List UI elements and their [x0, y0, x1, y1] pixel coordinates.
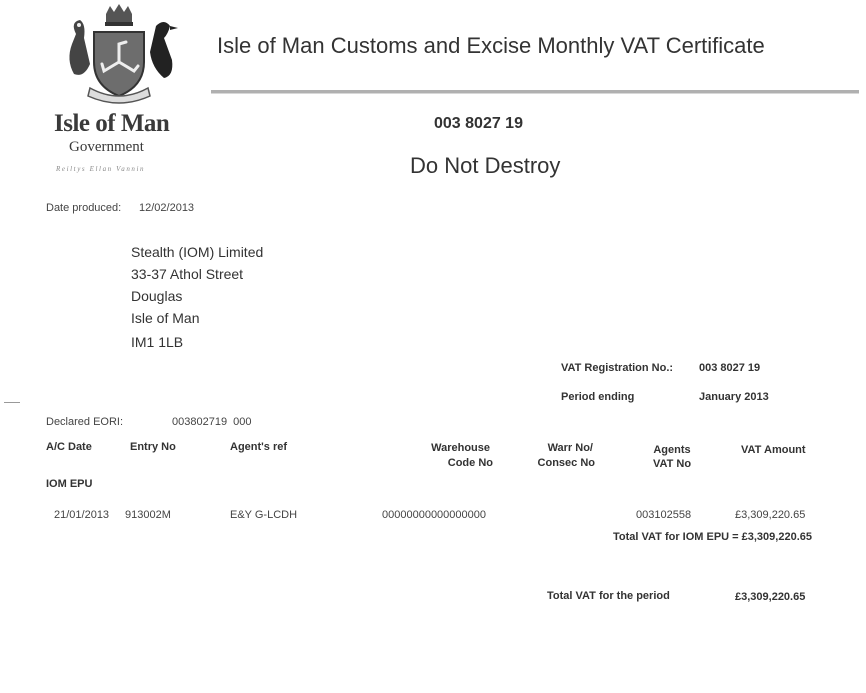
row-vat-amount: £3,309,220.65: [735, 509, 806, 521]
address-line-postcode: IM1 1LB: [131, 334, 184, 350]
row-agents-vat-no: 003102558: [636, 509, 692, 521]
address-line-region: Isle of Man: [131, 310, 200, 326]
column-header-entry-no: Entry No: [130, 441, 176, 453]
page-title: Isle of Man Customs and Excise Monthly VAT Certificate: [217, 33, 765, 58]
address-line-company: Stealth (IOM) Limited: [131, 244, 264, 260]
column-header-warr-no: Warr No/: [547, 442, 593, 454]
address-line-street: 33-37 Athol Street: [131, 266, 244, 282]
group-total: Total VAT for IOM EPU = £3,309,220.65: [613, 531, 812, 543]
brand-name: Isle of Man: [54, 110, 170, 137]
do-not-destroy-notice: Do Not Destroy: [410, 153, 561, 178]
row-agents-ref: E&Y G-LCDH: [230, 509, 298, 521]
coat-of-arms-logo: [56, 4, 182, 108]
row-warehouse-code: 00000000000000000: [382, 509, 487, 521]
row-entry-no: 913002M: [125, 509, 171, 521]
column-header-agents-ref: Agent's ref: [230, 441, 288, 453]
declared-eori-label: Declared EORI:: [46, 416, 124, 428]
column-header-warehouse-code: Code No: [447, 457, 493, 469]
brand-subtitle: Government: [69, 139, 144, 155]
certificate-number: 003 8027 19: [434, 115, 523, 132]
brand-motto: Reiltys Ellan Vannin: [56, 165, 146, 173]
column-header-agents: Agents: [653, 444, 691, 456]
margin-mark: [4, 402, 20, 403]
period-ending-label: Period ending: [561, 391, 635, 403]
column-header-consec-no: Consec No: [537, 457, 595, 469]
period-total-label: Total VAT for the period: [547, 590, 670, 602]
title-divider: [211, 90, 859, 94]
declared-eori-value: 003802719 000: [172, 416, 252, 428]
column-header-agents-vat-no: VAT No: [652, 458, 692, 470]
column-header-ac-date: A/C Date: [46, 441, 92, 453]
address-line-town: Douglas: [131, 288, 183, 304]
date-produced-value: 12/02/2013: [139, 202, 195, 214]
row-ac-date: 21/01/2013: [54, 509, 110, 521]
period-ending-value: January 2013: [699, 391, 769, 403]
column-header-vat-amount: VAT Amount: [741, 444, 806, 456]
vat-registration-label: VAT Registration No.:: [561, 362, 674, 374]
column-header-warehouse: Warehouse: [431, 442, 490, 454]
vat-registration-value: 003 8027 19: [699, 362, 761, 374]
group-label: IOM EPU: [46, 478, 93, 490]
date-produced-label: Date produced:: [46, 202, 122, 214]
period-total-value: £3,309,220.65: [735, 591, 806, 603]
